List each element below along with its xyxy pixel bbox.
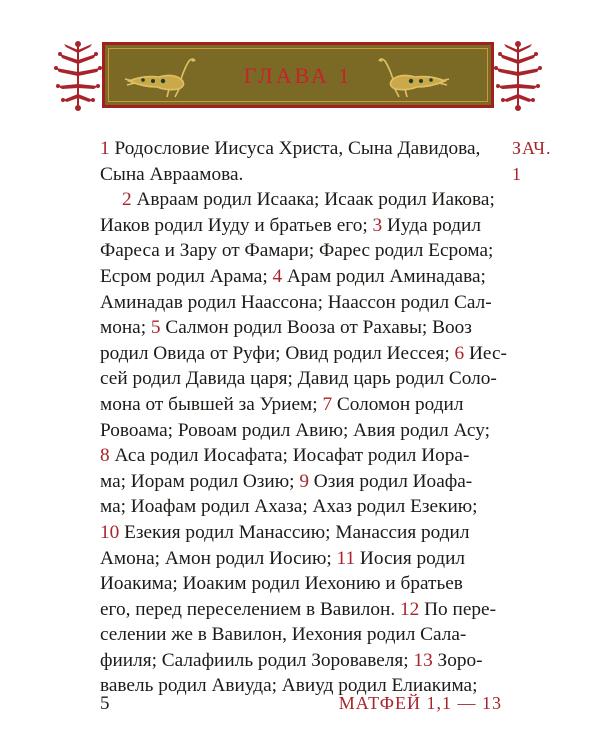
verse-text: Салмон родил Вооза от Рахавы; Вооз	[160, 317, 472, 339]
text-line	[100, 136, 500, 162]
verse-text: Озия родил Иоафа-	[308, 470, 473, 492]
text-line	[100, 494, 500, 520]
text-line	[100, 341, 507, 367]
verse-text: вавель родил Авиуда; Авиуд родил Елиакима;	[100, 675, 478, 697]
verse-number: 10	[100, 521, 120, 543]
verse-text: Иес-	[464, 342, 507, 364]
verse-text: сей родил Давида царя; Давид царь родил Соло-	[100, 368, 497, 390]
verse-number: 2	[122, 189, 132, 211]
running-head: МАТФЕЙ 1,1 — 13	[338, 693, 502, 713]
verse-text: мона;	[100, 317, 151, 339]
verse-text: мона от бывшей за Урием;	[100, 393, 323, 415]
verse-number: 12	[400, 598, 420, 620]
text-line	[100, 520, 500, 546]
reading-marker-label: ЗАЧ.	[512, 138, 552, 158]
verse-text: Аминадав родил Наассона; Наассон родил Сал-	[100, 291, 492, 313]
text-line	[100, 622, 500, 648]
verse-text: фииля; Салафииль родил Зоровавеля;	[100, 649, 414, 671]
verse-text: ма; Иоафам родил Ахаза; Ахаз родил Езекию;	[100, 496, 478, 518]
verse-text: Сына Авраамова.	[100, 163, 244, 185]
verse-number: 1	[100, 138, 110, 159]
peacock-icon	[367, 51, 451, 101]
verse-number: 13	[413, 649, 433, 671]
verse-number: 6	[454, 342, 465, 364]
text-line	[100, 213, 500, 239]
text-line	[100, 162, 500, 188]
verse-number: 11	[336, 547, 356, 569]
verse-text: Арам родил Аминадава;	[282, 265, 486, 287]
verse-number: 4	[272, 265, 283, 287]
verse-text: По пере-	[419, 598, 496, 620]
verse-text: Амона; Амон родил Иосию;	[100, 547, 337, 569]
text-line	[100, 443, 500, 469]
verse-text: Аса родил Иосафата; Иосафат родил Иора-	[109, 445, 470, 467]
verse-text: родил Овида от Руфи; Овид родил Иессея;	[100, 342, 455, 364]
verse-text: Соломон родил	[332, 393, 464, 415]
verse-text: Езекия родил Манассию; Манассия родил	[119, 521, 470, 543]
scripture-text	[100, 136, 507, 699]
text-line	[100, 238, 500, 264]
verse-text: Ровоама; Ровоам родил Авию; Авия родил Асу;	[100, 419, 490, 441]
text-line	[100, 469, 500, 495]
floral-ornament-icon	[488, 40, 548, 112]
verse-text: ма; Иорам родил Озию;	[100, 470, 300, 492]
verse-text: селении же в Вавилон, Иехония родил Сала-	[100, 624, 467, 646]
verse-number: 7	[322, 393, 333, 415]
text-line	[100, 264, 500, 290]
verse-number: 9	[299, 470, 309, 492]
text-line	[100, 571, 500, 597]
text-line	[100, 290, 500, 316]
text-line	[100, 392, 500, 418]
chapter-title: ГЛАВА 1	[243, 63, 353, 88]
text-line	[100, 315, 500, 341]
verse-number: 5	[150, 317, 161, 339]
verse-text: Фареса и Зару от Фамари; Фарес родил Есрома;	[100, 240, 494, 262]
chapter-header	[48, 40, 548, 112]
floral-ornament-icon	[48, 40, 108, 112]
text-line	[100, 648, 500, 674]
text-line	[100, 597, 500, 623]
verse-text: его, перед переселением в Вавилон.	[100, 598, 401, 620]
text-line	[100, 418, 500, 444]
reading-marker-number: 1	[512, 163, 522, 184]
chapter-banner	[102, 42, 494, 108]
verse-number: 8	[100, 445, 110, 467]
verse-text: Иаков родил Иуду и братьев его;	[100, 214, 373, 236]
verse-text: Зоро-	[432, 649, 483, 671]
verse-number: 3	[372, 214, 383, 236]
verse-text: Иосия родил	[355, 547, 466, 569]
page-number: 5	[100, 693, 110, 714]
verse-text: Есром родил Арама;	[100, 265, 273, 287]
text-line	[100, 546, 500, 572]
text-line	[100, 187, 500, 213]
verse-text: Авраам родил Исаака; Исаак родил Иакова;	[131, 189, 495, 211]
reading-marker	[512, 136, 551, 187]
verse-text: Иоакима; Иоаким родил Иехонию и братьев	[100, 573, 463, 595]
verse-text: Родословие Иисуса Христа, Сына Давидова,	[109, 138, 481, 159]
text-line	[100, 366, 500, 392]
verse-text: Иуда родил	[382, 214, 481, 236]
